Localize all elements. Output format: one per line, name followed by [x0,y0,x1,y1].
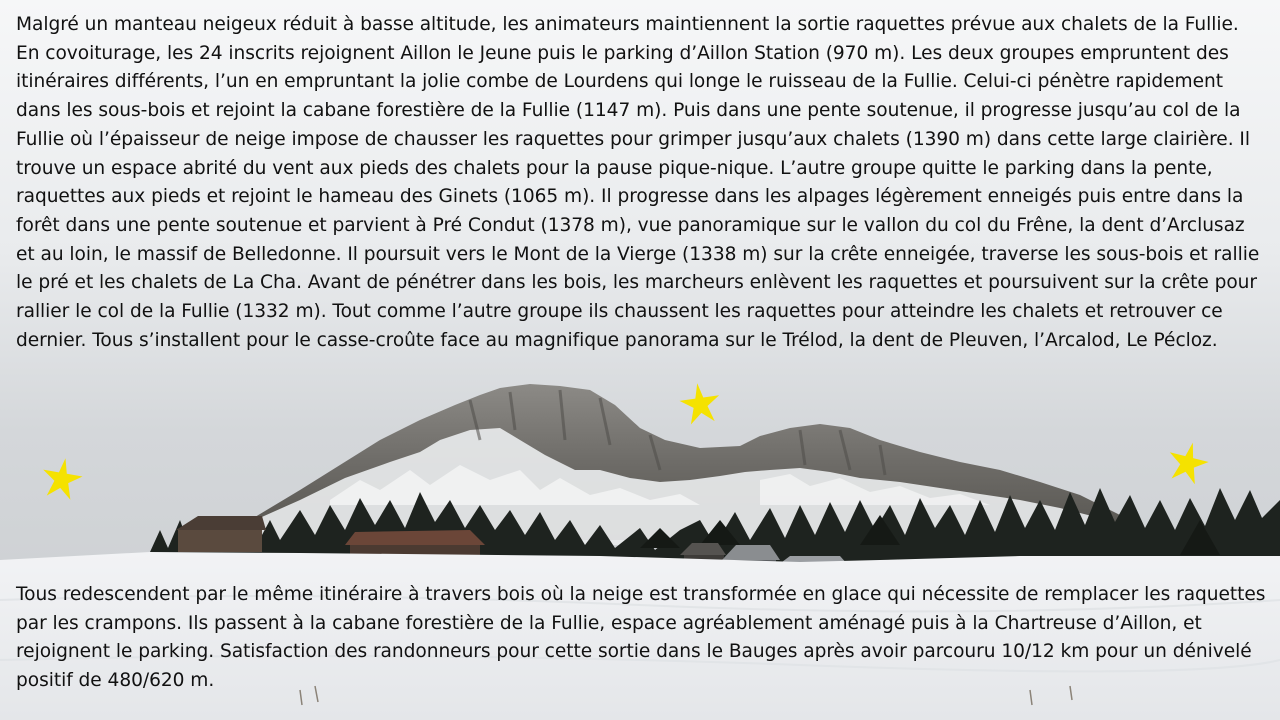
narrative-paragraph-bottom: Tous redescendent par le même itinéraire à travers bois où la neige est transformée en glace qui nécessite de remplacer les raquettes par les crampons. Ils passent à la cabane forestière de la Fullie, espace agréablement aménagé puis à la Chartreuse d’Aillon, et rejoignent le parking. Satisfaction des randonneurs pour cette sortie dans le Bauges après avoir parcouru 10/12 km pour un dénivelé positif de 480/620 m. [16,584,1266,692]
star-icon [40,456,84,500]
chalet-center [345,530,485,557]
star-icon [678,381,722,425]
narrative-paragraph-top: Malgré un manteau neigeux réduit à basse altitude, les animateurs maintiennent la sortie raquettes prévue aux chalets de la Fullie. En covoiturage, les 24 inscrits rejoignent Aillon le Jeune puis le parking d’Aillon Station (970 m). Les deux groupes empruntent des itinéraires différents, l’un en empruntant la jolie combe de Lourdens qui longe le ruisseau de la Fullie. Celui-ci pénètre rapidement dans les sous-bois et rejoint la cabane forestière de la Fullie (1147 m). Puis dans une pente soutenue, il progresse jusqu’au col de la Fullie où l’épaisseur de neige impose de chausser les raquettes pour grimper jusqu’aux chalets (1390 m) dans cette large clairière. Il trouve un espace abrité du vent aux pieds des chalets pour la pause pique-nique. L’autre groupe quitte le parking dans la pente, raquettes aux pieds et rejoint le hameau des Ginets (1065 m). Il progresse dans les alpages légèrement enneigés puis entre dans la forêt dans une pente soutenue et parvient à Pré Condut (1378 m), vue panoramique sur le vallon du col du Frêne, la dent d’Arclusaz et au loin, le massif de Belledonne. Il poursuit vers le Mont de la Vierge (1338 m) sur la crête enneigée, traverse les sous-bois et rallie le pré et les chalets de La Cha. Avant de pénétrer dans les bois, les marcheurs enlèvent les raquettes et poursuivent sur la crête pour rallier le col de la Fullie (1332 m). Tout comme l’autre groupe ils chaussent les raquettes pour atteindre les chalets et retrouver ce dernier. Tous s’installent pour le casse-croûte face au magnifique panorama sur le Trélod, la dent de Pleuven, l’Arcalod, Le Pécloz. [16,14,1260,351]
star-icon [1166,440,1210,484]
